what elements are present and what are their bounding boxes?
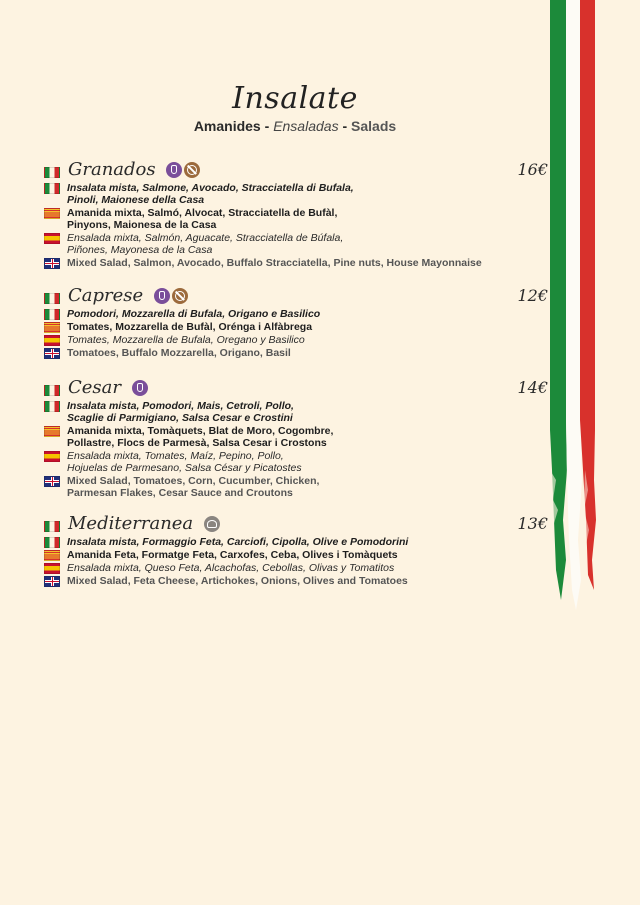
dairy-icon	[166, 162, 182, 178]
spain-flag-icon	[44, 451, 60, 462]
menu-header	[0, 82, 590, 134]
dish-caprese	[44, 286, 548, 359]
spain-flag-icon	[44, 563, 60, 574]
italy-flag-icon	[44, 309, 60, 320]
dish-name: Granados	[68, 160, 200, 180]
subtitle-separator: -	[342, 118, 348, 134]
nuts-icon	[172, 288, 188, 304]
italy-flag-icon	[44, 537, 60, 548]
italy-flag-icon	[44, 385, 60, 396]
catalonia-flag-icon	[44, 208, 60, 219]
italy-flag-icon	[44, 401, 60, 412]
catalonia-flag-icon	[44, 550, 60, 561]
italy-flag-icon	[44, 293, 60, 304]
italy-flag-icon	[44, 521, 60, 532]
description-english: Mixed Salad, Feta Cheese, Artichokes, Onions, Olives and Tomatoes	[44, 575, 548, 587]
dish-name: Cesar	[68, 378, 148, 398]
description-italian: Pomodori, Mozzarella di Bufala, Origano e Basilico	[44, 308, 548, 320]
description-english: Mixed Salad, Tomatoes, Corn, Cucumber, Chicken, Parmesan Flakes, Cesar Sauce and Croutons	[44, 475, 548, 499]
description-catalan: Tomates, Mozzarella de Bufàl, Orénga i Alfàbrega	[44, 321, 548, 333]
description-spanish: Ensalada mixta, Queso Feta, Alcachofas, Cebollas, Olivas y Tomatitos	[44, 562, 548, 574]
description-italian: Insalata mista, Pomodori, Mais, Cetroli, Pollo, Scaglie di Parmigiano, Salsa Cesar e Crostini	[44, 400, 548, 424]
catalonia-flag-icon	[44, 426, 60, 437]
description-english: Tomatoes, Buffalo Mozzarella, Origano, Basil	[44, 347, 548, 359]
description-spanish: Ensalada mixta, Tomates, Maíz, Pepino, Pollo, Hojuelas de Parmesano, Salsa César y Picatostes	[44, 450, 548, 474]
subtitle-separator: -	[264, 118, 270, 134]
description-spanish: Ensalada mixta, Salmón, Aguacate, Stracciatella de Búfala, Piñones, Mayonesa de la Casa	[44, 232, 548, 256]
spain-flag-icon	[44, 335, 60, 346]
dish-name: Mediterranea	[68, 514, 220, 534]
description-catalan: Amanida mixta, Tomàquets, Blat de Moro, Cogombre, Pollastre, Flocs de Parmesà, Salsa Cesar i Crostons	[44, 425, 548, 449]
subtitle-english: Salads	[351, 118, 397, 134]
description-italian: Insalata mista, Salmone, Avocado, Stracciatella di Bufala, Pinoli, Maionese della Casa	[44, 182, 548, 206]
uk-flag-icon	[44, 476, 60, 487]
description-english: Mixed Salad, Salmon, Avocado, Buffalo Stracciatella, Pine nuts, House Mayonnaise	[44, 257, 548, 269]
dish-price: 16€	[517, 160, 548, 179]
description-spanish: Tomates, Mozzarella de Bufala, Oregano y Basilico	[44, 334, 548, 346]
spain-flag-icon	[44, 233, 60, 244]
subtitle-catalan: Amanides	[193, 118, 261, 134]
description-italian: Insalata mista, Formaggio Feta, Carciofi, Cipolla, Olive e Pomodorini	[44, 536, 548, 548]
shellfish-icon	[204, 516, 220, 532]
uk-flag-icon	[44, 576, 60, 587]
dish-granados	[44, 160, 548, 269]
description-catalan: Amanida mixta, Salmó, Alvocat, Stracciatella de Bufàl, Pinyons, Maionesa de la Casa	[44, 207, 548, 231]
subtitle-spanish: Ensaladas	[273, 118, 339, 134]
dish-price: 14€	[517, 378, 548, 397]
dish-price: 13€	[517, 514, 548, 533]
catalonia-flag-icon	[44, 322, 60, 333]
dish-price: 12€	[517, 286, 548, 305]
description-catalan: Amanida Feta, Formatge Feta, Carxofes, Ceba, Olives i Tomàquets	[44, 549, 548, 561]
italy-flag-icon	[44, 183, 60, 194]
page-title: Insalate	[232, 81, 358, 116]
dairy-icon	[132, 380, 148, 396]
dairy-icon	[154, 288, 170, 304]
italy-flag-icon	[44, 167, 60, 178]
page-subtitle	[0, 118, 590, 134]
dish-mediterranea	[44, 514, 548, 587]
dish-cesar	[44, 378, 548, 499]
nuts-icon	[184, 162, 200, 178]
uk-flag-icon	[44, 258, 60, 269]
dish-name: Caprese	[68, 286, 188, 306]
uk-flag-icon	[44, 348, 60, 359]
